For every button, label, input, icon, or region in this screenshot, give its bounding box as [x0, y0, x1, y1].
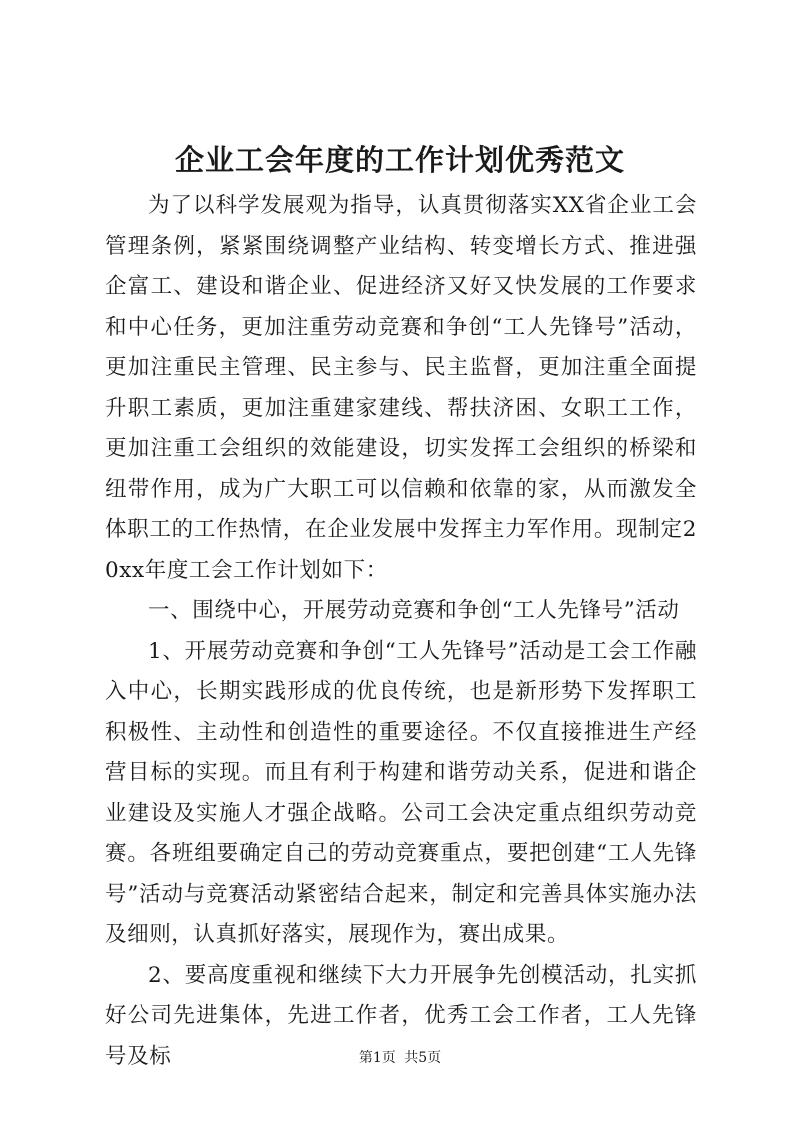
document-body: [105, 186, 697, 1077]
page-total: 共5页: [404, 1050, 442, 1066]
paragraph-intro: 为了以科学发展观为指导，认真贯彻落实XX省企业工会管理条例，紧紧围绕调整产业结构、转变增长方式、推进强企富工、建设和谐企业、促进经济又好又快发展的工作要求和中心任务，更加注重劳动竞赛和争创“工人先锋号”活动，更加注重民主管理、民主参与、民主监督，更加注重全面提升职工素质，更加注重建家建线、帮扶济困、女职工工作，更加注重工会组织的效能建设，切实发挥工会组织的桥梁和纽带作用，成为广大职工可以信赖和依靠的家，从而激发全体职工的工作热情，在企业发展中发挥主力军作用。现制定20xx年度工会工作计划如下：: [105, 193, 697, 583]
paragraph-item-1: 1、开展劳动竞赛和争创“工人先锋号”活动是工会工作融入中心，长期实践形成的优良传统，也是新形势下发挥职工积极性、主动性和创造性的重要途径。不仅直接推进生产经营目标的实现。而且有利于构建和谐劳动关系，促进和谐企业建设及实施人才强企战略。公司工会决定重点组织劳动竞赛。各班组要确定自己的劳动竞赛重点，要把创建“工人先锋号”活动与竞赛活动紧密结合起来，制定和完善具体实施办法及细则，认真抓好落实，展现作为，赛出成果。: [105, 638, 697, 947]
document-title: 企业工会年度的工作计划优秀范文: [174, 143, 625, 177]
paragraph-item-2: 2、要高度重视和继续下大力开展争先创模活动，扎实抓好公司先进集体，先进工作者，优秀工会工作者，工人先锋号及标: [105, 962, 697, 1069]
section-heading-1: 一、围绕中心，开展劳动竞赛和争创“工人先锋号”活动: [148, 598, 680, 623]
page-footer: [0, 1048, 800, 1068]
page-number: 第1页: [358, 1050, 396, 1066]
